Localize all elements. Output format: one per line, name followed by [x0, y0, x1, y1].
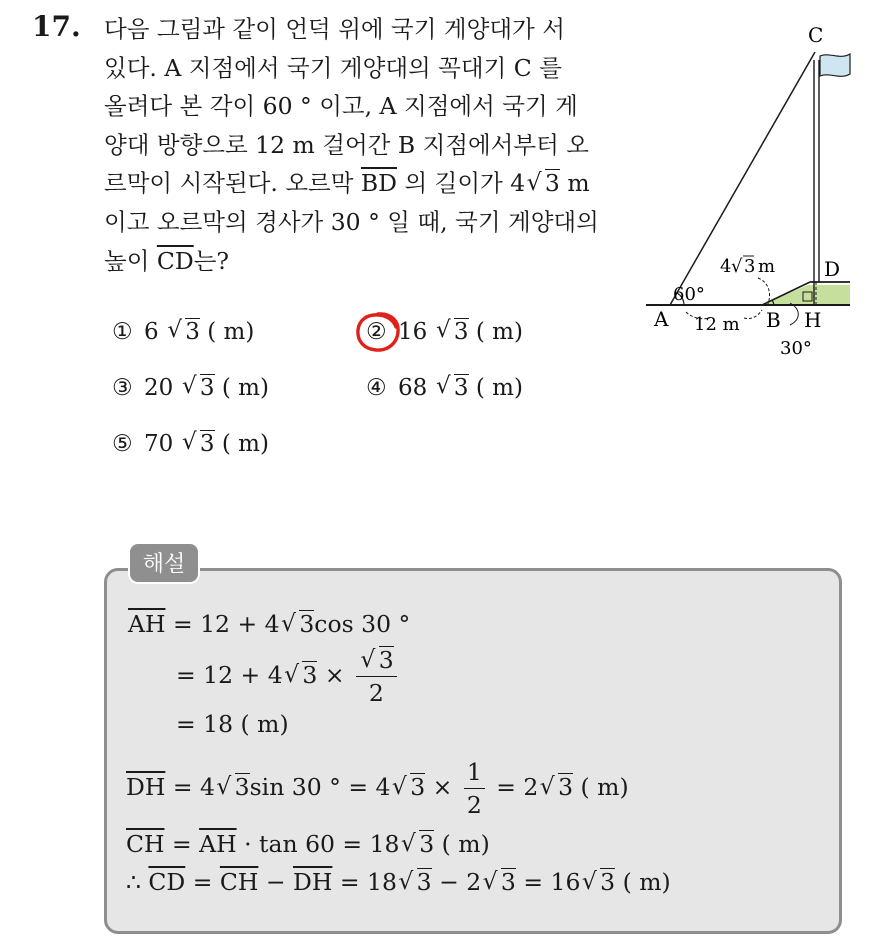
question-number: 17.: [32, 10, 81, 43]
choice-3[interactable]: ③ 20 √ 3 ( m): [112, 374, 269, 401]
solution-line: ∴ $\overline{CD} = \overline{CH} - \overline{DH} = 18$ √ 3 − 2 √ 3 = 16 √ 3 ( m): [126, 868, 671, 896]
question-line: 있다. A 지점에서 국기 게양대의 꼭대기 C 를: [104, 53, 562, 82]
sight-line-ac: [670, 52, 815, 305]
question-line: 높이 $\overline{CD}$는?: [104, 246, 230, 275]
bd-length-pointer: [758, 278, 770, 304]
flag: [820, 54, 850, 76]
angle-pointer: [790, 303, 798, 325]
choice-marker: ③: [112, 375, 133, 401]
bd-length-rad: 3: [744, 256, 756, 277]
segment-cd: $\overline{CD}$: [156, 246, 194, 275]
angle-a-label: 60°: [673, 284, 705, 305]
solution-line: $\overline{DH} = 4$ √ 3sin 30 ° = 4 √ 3 × $\frac{1}{2}$ = 2 √ 3 ( m): [126, 758, 629, 819]
question-line: 르막이 시작된다. 오르막 $\overline{BD}$ 의 길이가 4 √ 3 m: [104, 164, 624, 203]
solution-line: = 12 + 4 √ 3 × √ $\frac{3}{2}$: [176, 646, 401, 707]
angle-b-label: 30°: [780, 338, 812, 359]
answer-circle-mark: [352, 308, 404, 356]
question-line: 올려다 본 각이 60 ° 이고, A 지점에서 국기 게: [104, 92, 578, 121]
label-d: D: [824, 257, 841, 281]
bd-length-coef: 4: [720, 256, 732, 277]
label-c: C: [808, 23, 824, 47]
bd-length-sqrt-sign: √: [731, 256, 743, 277]
segment-bd: $\overline{BD}$: [360, 169, 398, 198]
choice-2[interactable]: ② 16 √ 3 ( m): [366, 318, 523, 345]
sqrt: √ 3: [527, 164, 560, 203]
label-a: A: [654, 307, 669, 331]
ab-dim-right: [744, 310, 762, 319]
choice-4[interactable]: ④ 68 √ 3 ( m): [366, 374, 523, 401]
choice-5[interactable]: ⑤ 70 √ 3 ( m): [112, 430, 269, 457]
question-line: 다음 그림과 같이 언덕 위에 국기 게양대가 서: [104, 15, 565, 43]
choice-1[interactable]: ① 6 √ 3 ( m): [112, 318, 254, 345]
label-h: H: [804, 308, 822, 332]
ab-length-label: 12 m: [694, 314, 740, 335]
choice-marker: ⑤: [112, 431, 133, 457]
solution-line: $\overline{CH} = \overline{AH} \cdot \tan 60 = 18$ √ 3 ( m): [126, 830, 490, 858]
bd-length-unit: m: [758, 256, 776, 277]
flagpole-diagram: [640, 20, 860, 370]
label-b: B: [766, 308, 781, 332]
solution-tag: 해설: [128, 542, 200, 584]
choice-marker: ①: [112, 319, 133, 345]
choice-marker: ②: [366, 319, 387, 345]
question-text: [104, 10, 624, 280]
solution-line: $\overline{AH} = 12 + 4$ √ 3cos 30 °: [128, 610, 410, 638]
question-line: 양대 방향으로 12 m 걸어간 B 지점에서부터 오: [104, 130, 589, 159]
choice-marker: ④: [366, 375, 387, 401]
solution-line: = 18 ( m): [176, 710, 289, 738]
question-line: 이고 오르막의 경사가 30 ° 일 때, 국기 게양대의: [104, 207, 599, 236]
